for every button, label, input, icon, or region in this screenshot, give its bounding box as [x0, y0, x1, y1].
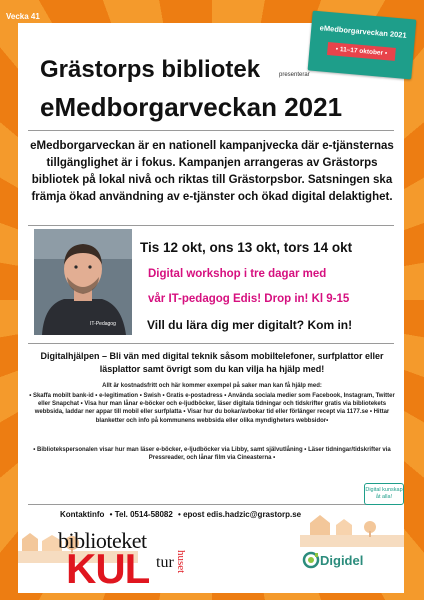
library-logo — [58, 528, 190, 590]
ribbon-dates: • 11–17 oktober • — [327, 42, 396, 61]
staff-services: • Bibliotekspersonalen visar hur man läser e-böcker, e-ljudböcker via Libby, samt självutlåning • Läser tidningar/tidskrifter via Pressreader, och lånar film via Cineasterna • — [33, 447, 391, 462]
sign-line-1: Digital kunskap — [365, 487, 403, 493]
event-dates: Tis 12 okt, ons 13 okt, tors 14 okt — [140, 240, 353, 255]
divider — [28, 343, 394, 344]
divider — [28, 225, 394, 226]
presents-label: presenterar — [279, 72, 310, 78]
presenter-photo — [34, 229, 132, 335]
logo-kul: KUL — [66, 545, 150, 592]
logo-biblioteket: biblioteket — [58, 528, 147, 553]
town-illustration-right — [300, 505, 404, 547]
free-intro: Allt är kostnadsfritt och här kommer exempel på saker man kan få hjälp med: — [102, 383, 322, 389]
logo-tur: tur — [156, 554, 174, 571]
workshop-line-1: Digital workshop i tre dagar med — [148, 268, 327, 280]
digital-knowledge-sign — [364, 483, 404, 505]
digital-help-text: Digitalhjälpen – Bli vän med digital teknik såsom mobiltelefoner, surfplattor eller läsplattor samt övrigt som du kan vilja ha hjälp med! — [40, 351, 384, 374]
shirt-text: IT-Pedagog — [90, 321, 116, 327]
divider — [28, 130, 394, 131]
ribbon-title: eMedborgarveckan 2021 — [319, 23, 407, 40]
logo-huset: huset — [175, 550, 187, 574]
services-list: • Skaffa mobilt bank-id • e-legitimation • Swish • Gratis e-postadress • Använda sociala medier som Facebook, Instagram, Twitter eller Snapchat • Visa hur man lånar e-böcker och e-ljudböcker, läser digitala tidningar och tidskrifter gratis via bibliotekets webbsida, laddar ner appar till mobil eller surfplatta • Visar hur du bokar/avbokar tid eller förlänger recept via 1177.se • Hittar blanketter och info på kommunens webbsida eller olika myndigheters webbsidor• — [29, 393, 395, 424]
sign-line-2: åt alla! — [375, 493, 393, 500]
contact-label: Kontaktinfo — [60, 510, 105, 519]
week-label: Vecka 41 — [6, 12, 40, 21]
intro-text: eMedborgarveckan är en nationell kampanjvecka där e-tjänsternas tillgänglighet är i fokus. Kampanjen arrangeras av Grästorps bibliotek på lokal nivå och riktas till Grästorpsbor. Satsningen ska främja ökad användning av e-tjänster och ökad digital delaktighet. — [30, 140, 394, 203]
contact-phone: • Tel. 0514-58082 — [109, 510, 173, 519]
library-title: Grästorps bibliotek — [40, 56, 261, 83]
workshop-line-2: vår IT-pedagog Edis! Drop in! Kl 9-15 — [148, 293, 350, 305]
digidel-logo-icon — [302, 551, 320, 569]
call-to-action: Vill du lära dig mer digitalt? Kom in! — [147, 318, 353, 332]
person-illustration — [34, 229, 132, 335]
event-ribbon — [308, 11, 417, 80]
event-title: eMedborgarveckan 2021 — [40, 92, 343, 122]
digidel-logo-text: Digidel — [320, 553, 364, 568]
contact-email: • epost edis.hadzic@grastorp.se — [178, 510, 302, 519]
